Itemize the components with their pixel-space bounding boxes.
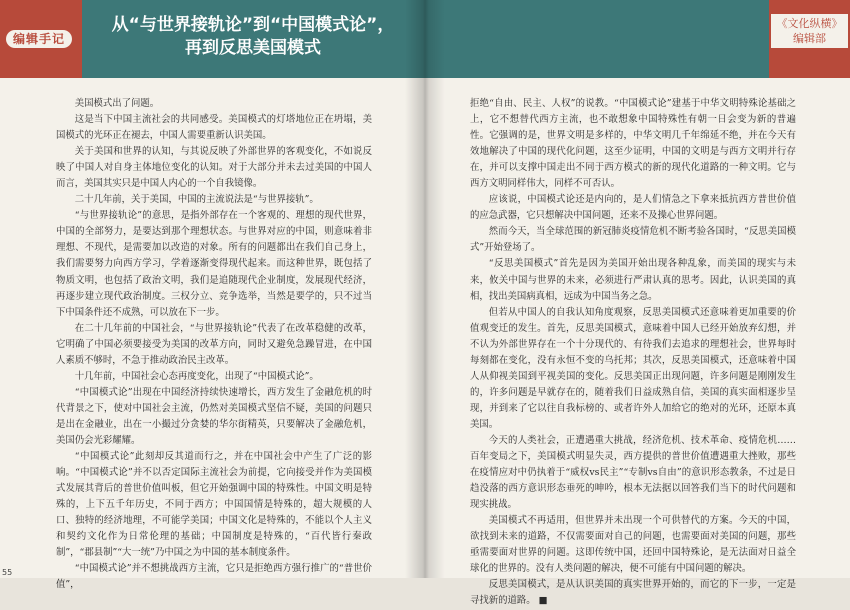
paragraph: “与世界接轨论”的意思，是指外部存在一个客观的、理想的现代世界，中国的全部努力，是要达到那个理想状态。与世界对应的中国，则意味着非理想、不现代，是需要加以改造的对象。所有的问题都出在我们自己身上，我们需要努力向西方学习，学着逐渐变得现代起来。而这种世界，既包括了物质文明，也包括了政治文明，我们是追随现代企业制度，发展现代经济，再逐步建立现代政治制度。三权分立、竞争选举，当然是要学的，只不过当下中国条件还不成熟，可以放在下一步。	[56, 210, 372, 318]
right-body-text	[470, 96, 796, 610]
paragraph: “中国模式论”此刻却反其道而行之，并在中国社会中产生了广泛的影响。“中国模式论”并不以否定国际主流社会为前提，它向接受并作为美国模式发展其背后的普世价值叫板，但它开始强调中国的特殊性。中国文明是特殊的，上下五千年历史，不同于西方；中国国情是特殊的，超大规模的人口、独特的经济地理，不可能学美国；中国文化是特殊的，不能以个人主义和契约文化作为日常伦理的基础；中国制度是特殊的，“百代皆行秦政制”，“郡县制”“大一统”乃中国之为中国的基本制度条件。	[56, 451, 372, 559]
book-gutter-shadow	[405, 0, 445, 578]
paragraph: 这是当下中国主流社会的共同感受。美国模式的灯塔地位正在坍塌，美国模式的光环正在褪去，中国人需要重新认识美国。	[56, 114, 372, 142]
paragraph: 然而今天，当全球范围的新冠肺炎疫情危机不断考验各国时，“反思美国模式”开始登场了。	[470, 226, 796, 254]
paragraph: 十几年前，中国社会心态再度变化，出现了“中国模式论”。	[74, 370, 319, 382]
paragraph: 但若从中国人的自我认知角度观察，反思美国模式还意味着更加重要的价值观变迁的发生。首先，反思美国模式，意味着中国人已经开始放弃幻想，并不认为外部世界存在一个十分现代的、有待我们去追求的理想社会，世界每时每刻都在变化，没有永恒不变的乌托邦；其次，反思美国模式，还意味着中国人从仰视美国到平视美国的变化。反思美国正出现问题，许多问题是刚刚发生的，许多问题是早就存在的，随着我们日益成熟自信，美国的真实面相逐步呈现，并到来了它以往自我标榜的、或者许外人加给它的绝对的光环，还原本真美国。	[470, 306, 796, 430]
article-title-line2: 再到反思美国模式	[185, 38, 321, 58]
article-title-line1: 从“与世界接轨论”到“中国模式论”，	[111, 15, 395, 35]
paragraph: 反思美国模式，是从认识美国的真实世界开始的，而它的下一步，一定是寻找新的道路。 ■	[470, 579, 796, 607]
paragraph: “中国模式论”出现在中国经济持续快速增长，西方发生了金融危机的时代背景之下，使对中国社会主流，仍然对美国模式坚信不疑，美国的问题只是出在金融业，出在一小撮过分贪婪的华尔街精英，只要解决了金融危机，美国仍会光彩耀耀。	[56, 386, 372, 446]
paragraph: 应该说，中国模式论还是内向的，是人们情急之下拿来抵抗西方普世价值的应急武器，它只想解决中国问题，还来不及操心世界问题。	[470, 194, 796, 222]
column-tag	[771, 14, 848, 48]
column-tag-line2: 编辑部	[793, 32, 826, 45]
editor-notes-tag: 编辑手记	[6, 30, 72, 48]
paragraph: “中国模式论”并不想挑战西方主流，它只是拒绝西方强行推广的“普世价值”，	[56, 563, 372, 591]
paragraph: 拒绝“自由、民主、人权”的说教。“中国模式论”建基于中华文明特殊论基础之上，它不想替代西方主流，也不敢想象中国特殊性有朝一日会变为新的普遍性。它强调的是，世界文明是多样的，中华文明几千年绵延不绝，并在今天有效地解决了中国的现代化问题，这至少证明，中国的文明是与西方文明并行存在，并可以支撑中国走出不同于西方模式的新的现代化道路的一种文明。它与西方文明同样伟大，同样不可否认。	[470, 98, 796, 190]
paragraph: 今天的人类社会，正遭遇重大挑战，经济危机、技术革命、疫情危机……百年变局之下，美国模式明显失灵，西方提供的普世价值遭遇重大挫败，那些在疫情应对中仍执着于“威权vs民主”“专制vs自由”的意识形态教条，不过是日趋没落的西方意识形态垂死的呻吟，根本无法据以回答我们当下的时代问题和现实挑战。	[470, 434, 796, 511]
paragraph: “反思美国模式”首先是因为美国开始出现各种乱象，而美国的现实与未来，攸关中国与世界的未来，必须进行严肃认真的思考。因此，认识美国的真相，找出美国病真相，远成为中国当务之急。	[470, 258, 796, 302]
paragraph: 美国模式不再适用，但世界并未出现一个可供替代的方案。今天的中国，欲找到未来的道路，不仅需要面对自己的问题，也需要面对美国的问题，那些亟需要面对世界的问题。这即传统中国，还回中国特殊论，是无法面对日益全球化的世界的。没有人类问题的解决，便不可能有中国问题的解决。	[470, 515, 796, 575]
paragraph: 二十几年前，关于美国，中国的主流说法是“与世界接轨”。	[74, 194, 319, 206]
paragraph: 美国模式出了问题。	[74, 98, 160, 109]
left-body-text	[56, 96, 372, 593]
paragraph: 在二十几年前的中国社会，“与世界接轨论”代表了在改革稳健的改革，它明确了中国必须要接受为美国的改革方向，同时又避免急躁冒进，在中国人素质不够时，不急于推动政治民主改革。	[56, 322, 372, 366]
paragraph: 关于美国和世界的认知，与其说反映了外部世界的客观变化，不如说反映了中国人对自身主体地位变化的认知。对于大部分并未去过美国的中国人而言，美国其实只是中国人内心的一个自我镜像。	[56, 146, 372, 190]
article-title	[82, 14, 424, 60]
header-teal-band-right	[424, 0, 769, 78]
page-number: 55	[2, 568, 13, 577]
column-tag-line1: 《文化纵横》	[776, 17, 843, 30]
